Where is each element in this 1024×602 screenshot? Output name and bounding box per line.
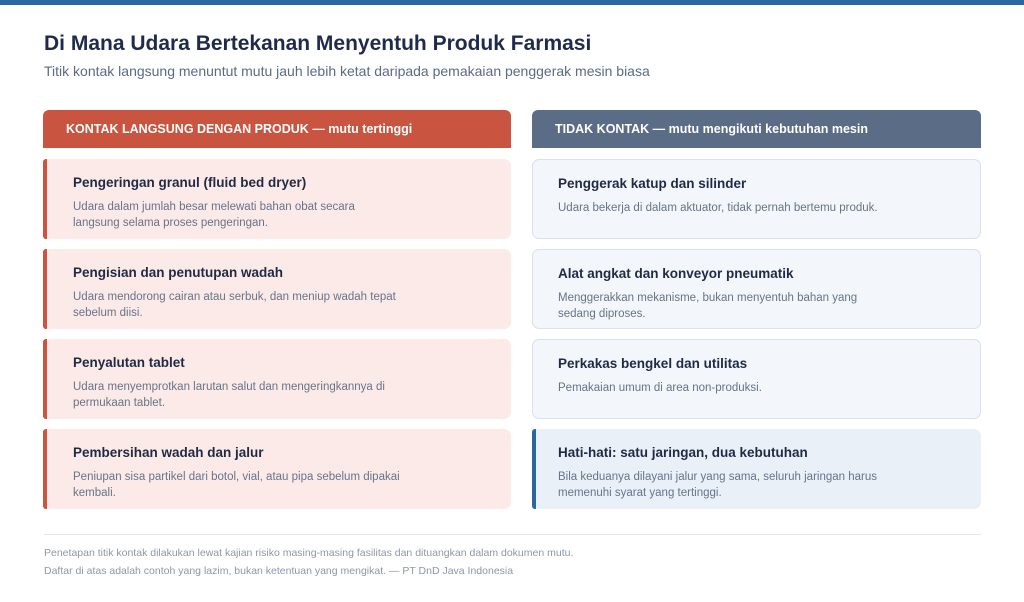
card-description: Bila keduanya dilayani jalur yang sama, seluruh jaringan harus memenuhi syarat yang tertinggi.: [558, 471, 877, 499]
card-description: Udara menyemprotkan larutan salut dan mengeringkannya di permukaan tablet.: [73, 381, 385, 409]
card-title: Pembersihan wadah dan jalur: [73, 445, 264, 460]
no-contact-card-actuators: [532, 159, 981, 239]
card-title: Alat angkat dan konveyor pneumatik: [558, 266, 794, 281]
page-subtitle: Titik kontak langsung menuntut mutu jauh lebih ketat daripada pemakaian penggerak mesin biasa: [44, 63, 650, 79]
card-description: Udara bekerja di dalam aktuator, tidak pernah bertemu produk.: [558, 202, 878, 214]
footer-note-2: Daftar di atas adalah contoh yang lazim, bukan ketentuan yang mengikat. — PT DnD Java Indonesia: [44, 565, 514, 577]
top-accent-bar: [0, 0, 1024, 5]
no-contact-column-header: TIDAK KONTAK — mutu mengikuti kebutuhan mesin: [532, 110, 981, 148]
contact-card-coating: [43, 339, 511, 419]
page-title: Di Mana Udara Bertekanan Menyentuh Produk Farmasi: [44, 32, 592, 55]
contact-column: [43, 110, 511, 499]
card-title: Perkakas bengkel dan utilitas: [558, 356, 748, 371]
card-description: Menggerakkan mekanisme, bukan menyentuh bahan yang sedang diproses.: [558, 292, 858, 320]
footer-note-1: Penetapan titik kontak dilakukan lewat kajian risiko masing-masing fasilitas dan dituangkan dalam dokumen mutu.: [44, 547, 574, 559]
card-description: Peniupan sisa partikel dari botol, vial, atau pipa sebelum dipakai kembali.: [73, 471, 400, 499]
card-title: Pengisian dan penutupan wadah: [73, 265, 284, 280]
no-contact-column: [532, 110, 981, 499]
contact-card-fluid-bed: [43, 159, 511, 239]
card-title: Hati-hati: satu jaringan, dua kebutuhan: [558, 445, 808, 460]
card-title: Penggerak katup dan silinder: [558, 176, 747, 191]
contact-column-header: KONTAK LANGSUNG DENGAN PRODUK — mutu tertinggi: [43, 110, 511, 148]
contact-card-filling: [43, 249, 511, 329]
contact-card-cleaning: [43, 429, 511, 509]
card-description: Udara dalam jumlah besar melewati bahan obat secara langsung selama proses pengeringan.: [73, 201, 355, 229]
card-description: Pemakaian umum di area non-produksi.: [558, 382, 762, 394]
footer-divider: [44, 534, 981, 535]
no-contact-card-tools: [532, 339, 981, 419]
card-description: Udara mendorong cairan atau serbuk, dan meniup wadah tepat sebelum diisi.: [73, 291, 396, 319]
warning-card: [532, 429, 981, 509]
no-contact-card-conveyor: [532, 249, 981, 329]
card-title: Pengeringan granul (fluid bed dryer): [73, 175, 307, 190]
card-title: Penyalutan tablet: [73, 355, 185, 370]
